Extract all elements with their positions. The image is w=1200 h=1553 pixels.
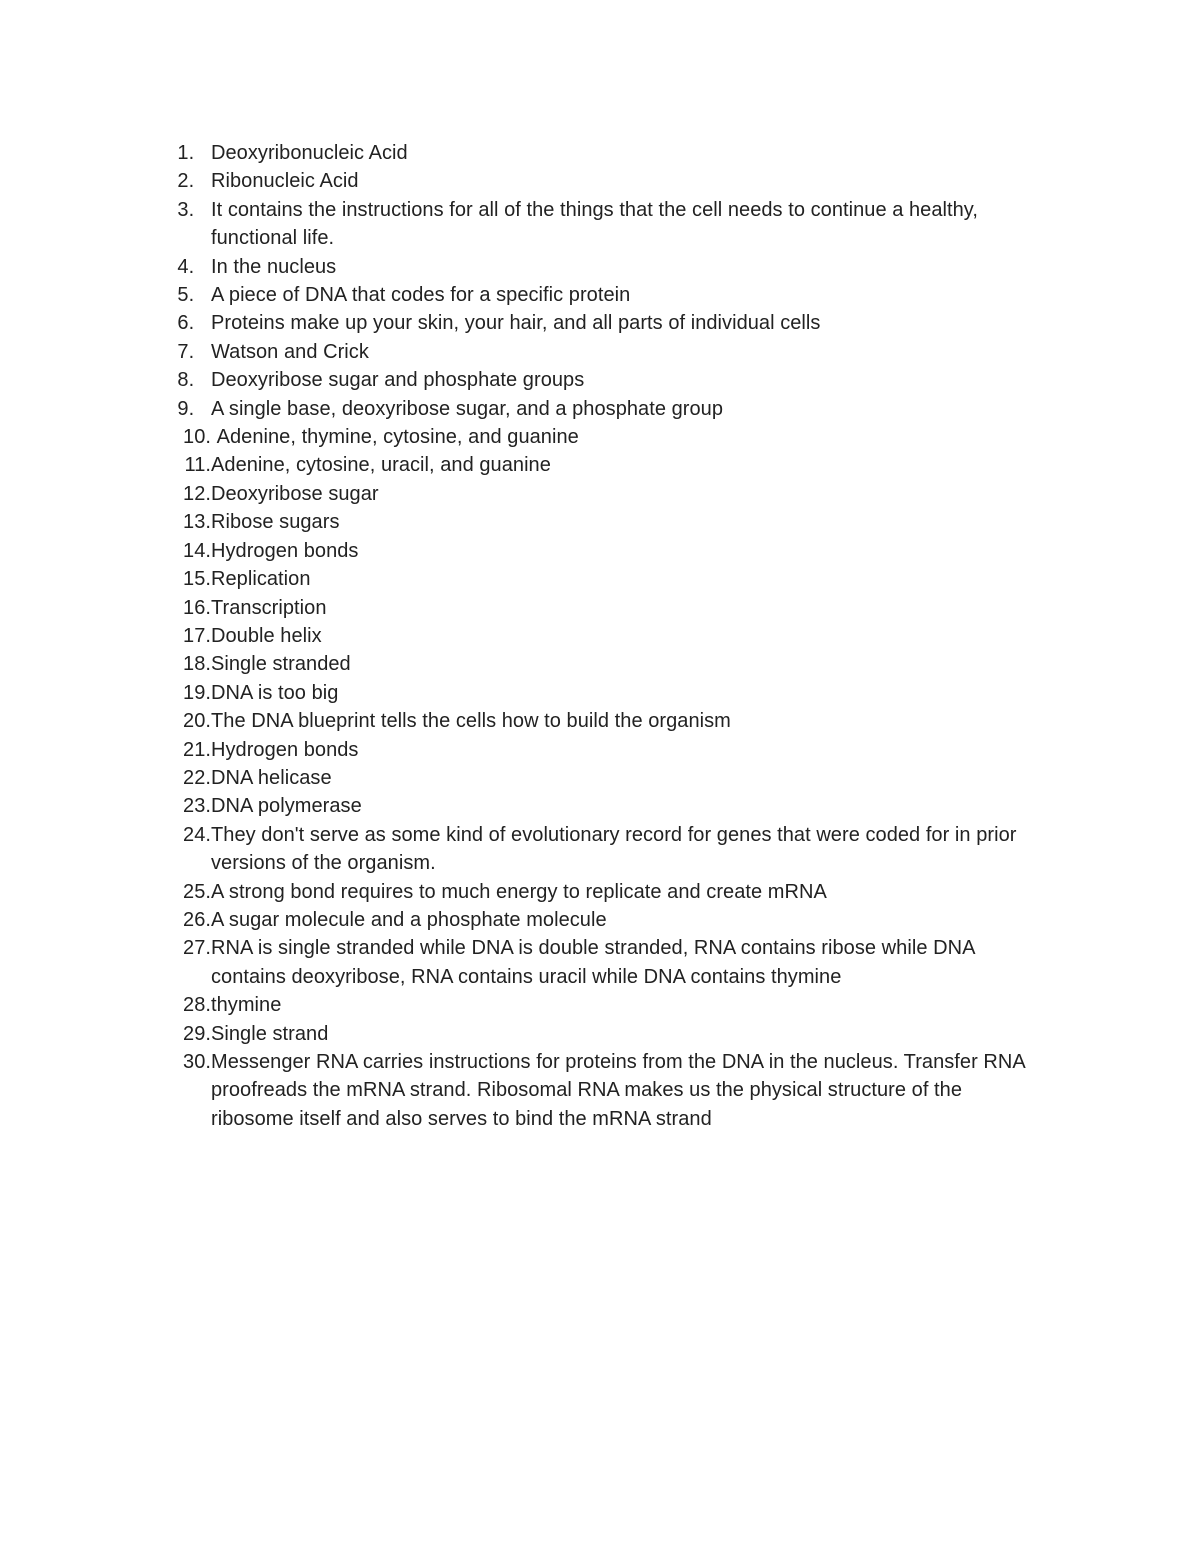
item-number: 12. bbox=[183, 482, 211, 505]
item-text: In the nucleus bbox=[211, 255, 337, 278]
item-text: RNA is single stranded while DNA is double stranded, RNA contains ribose while DNA contains deoxyribose, RNA contains uracil while DNA contains thymine bbox=[211, 937, 980, 988]
item-number: 30. bbox=[183, 1051, 211, 1073]
item-text: Hydrogen bonds bbox=[211, 539, 359, 562]
list-item bbox=[160, 650, 1050, 678]
list-item bbox=[160, 167, 1050, 195]
list-item bbox=[160, 1020, 1050, 1048]
item-text: Messenger RNA carries instructions for proteins from the DNA in the nucleus. Transfer RNA proofreads the mRNA strand. Ribosomal RNA makes us the physical structure of the ribosome itself and also serves to bind the mRNA strand bbox=[211, 1051, 1031, 1130]
item-number: 19. bbox=[183, 681, 211, 704]
item-number: 18. bbox=[183, 653, 211, 676]
item-text: thymine bbox=[211, 994, 282, 1017]
list-item bbox=[160, 196, 1050, 253]
list-item bbox=[160, 906, 1050, 934]
list-item bbox=[160, 253, 1050, 281]
item-number: 13. bbox=[183, 511, 211, 534]
item-number: 27. bbox=[183, 937, 211, 960]
list-item bbox=[160, 707, 1050, 735]
item-number: 21. bbox=[183, 738, 211, 761]
item-number: 17. bbox=[183, 624, 211, 647]
item-text: Watson and Crick bbox=[211, 340, 369, 363]
item-text: DNA polymerase bbox=[211, 795, 362, 818]
item-number: 10. bbox=[183, 426, 211, 449]
list-item bbox=[160, 480, 1050, 508]
item-number: 11. bbox=[184, 454, 211, 477]
answer-list bbox=[160, 139, 1050, 1133]
item-text: The DNA blueprint tells the cells how to build the organism bbox=[211, 710, 731, 733]
list-item bbox=[160, 451, 1050, 479]
item-text: Replication bbox=[211, 568, 311, 591]
item-number: 2. bbox=[177, 170, 211, 193]
item-number: 29. bbox=[183, 1022, 211, 1045]
list-item bbox=[160, 565, 1050, 593]
list-item bbox=[160, 423, 1050, 451]
item-number: 16. bbox=[183, 596, 211, 619]
item-text: Single strand bbox=[211, 1022, 329, 1045]
item-text: A sugar molecule and a phosphate molecule bbox=[211, 908, 607, 931]
list-item bbox=[160, 622, 1050, 650]
item-number: 3. bbox=[177, 198, 211, 221]
list-item bbox=[160, 366, 1050, 394]
item-number: 5. bbox=[177, 284, 211, 307]
item-text: A piece of DNA that codes for a specific protein bbox=[211, 284, 631, 307]
item-text: Deoxyribonucleic Acid bbox=[211, 142, 408, 164]
list-item bbox=[160, 309, 1050, 337]
item-text: They don't serve as some kind of evolutionary record for genes that were coded for in prior versions of the organism. bbox=[211, 823, 1023, 875]
item-number: 22. bbox=[183, 766, 211, 789]
item-text: Ribose sugars bbox=[211, 511, 340, 534]
item-number: 24. bbox=[183, 823, 211, 846]
list-item bbox=[160, 537, 1050, 565]
item-text: Deoxyribose sugar and phosphate groups bbox=[211, 369, 585, 392]
item-text: Adenine, cytosine, uracil, and guanine bbox=[211, 454, 551, 477]
item-number: 20. bbox=[183, 710, 211, 733]
list-item bbox=[160, 281, 1050, 309]
item-number: 8. bbox=[177, 369, 211, 392]
list-item bbox=[160, 508, 1050, 536]
item-number: 25. bbox=[183, 880, 211, 903]
item-number: 14. bbox=[183, 539, 211, 562]
item-text: Double helix bbox=[211, 624, 322, 647]
list-item bbox=[160, 821, 1050, 878]
list-item bbox=[160, 594, 1050, 622]
item-text: It contains the instructions for all of the things that the cell needs to continue a healthy, functional life. bbox=[211, 198, 984, 250]
item-number: 6. bbox=[177, 312, 211, 335]
item-text: DNA is too big bbox=[211, 681, 339, 704]
item-number: 28. bbox=[183, 994, 211, 1017]
item-text: Hydrogen bonds bbox=[211, 738, 359, 761]
item-number: 26. bbox=[183, 908, 211, 931]
item-text: Proteins make up your skin, your hair, and all parts of individual cells bbox=[211, 312, 821, 335]
list-item bbox=[160, 934, 1050, 991]
list-item bbox=[160, 1048, 1050, 1133]
list-item bbox=[160, 764, 1050, 792]
list-item bbox=[160, 395, 1050, 423]
item-text: Single stranded bbox=[211, 653, 351, 676]
item-text: Transcription bbox=[211, 596, 327, 619]
item-text: A single base, deoxyribose sugar, and a phosphate group bbox=[211, 397, 724, 420]
item-number: 1. bbox=[177, 142, 211, 164]
item-text: Adenine, thymine, cytosine, and guanine bbox=[211, 426, 579, 449]
item-number: 9. bbox=[177, 397, 211, 420]
list-item bbox=[160, 878, 1050, 906]
item-number: 4. bbox=[177, 255, 211, 278]
list-item bbox=[160, 792, 1050, 820]
item-number: 23. bbox=[183, 795, 211, 818]
item-text: Ribonucleic Acid bbox=[211, 170, 359, 193]
item-number: 7. bbox=[177, 340, 211, 363]
item-text: DNA helicase bbox=[211, 766, 332, 789]
list-item bbox=[160, 139, 1050, 167]
list-item bbox=[160, 338, 1050, 366]
item-text: A strong bond requires to much energy to replicate and create mRNA bbox=[211, 880, 827, 903]
list-item bbox=[160, 736, 1050, 764]
item-number: 15. bbox=[183, 568, 211, 591]
item-text: Deoxyribose sugar bbox=[211, 482, 379, 505]
list-item bbox=[160, 679, 1050, 707]
list-item bbox=[160, 991, 1050, 1019]
